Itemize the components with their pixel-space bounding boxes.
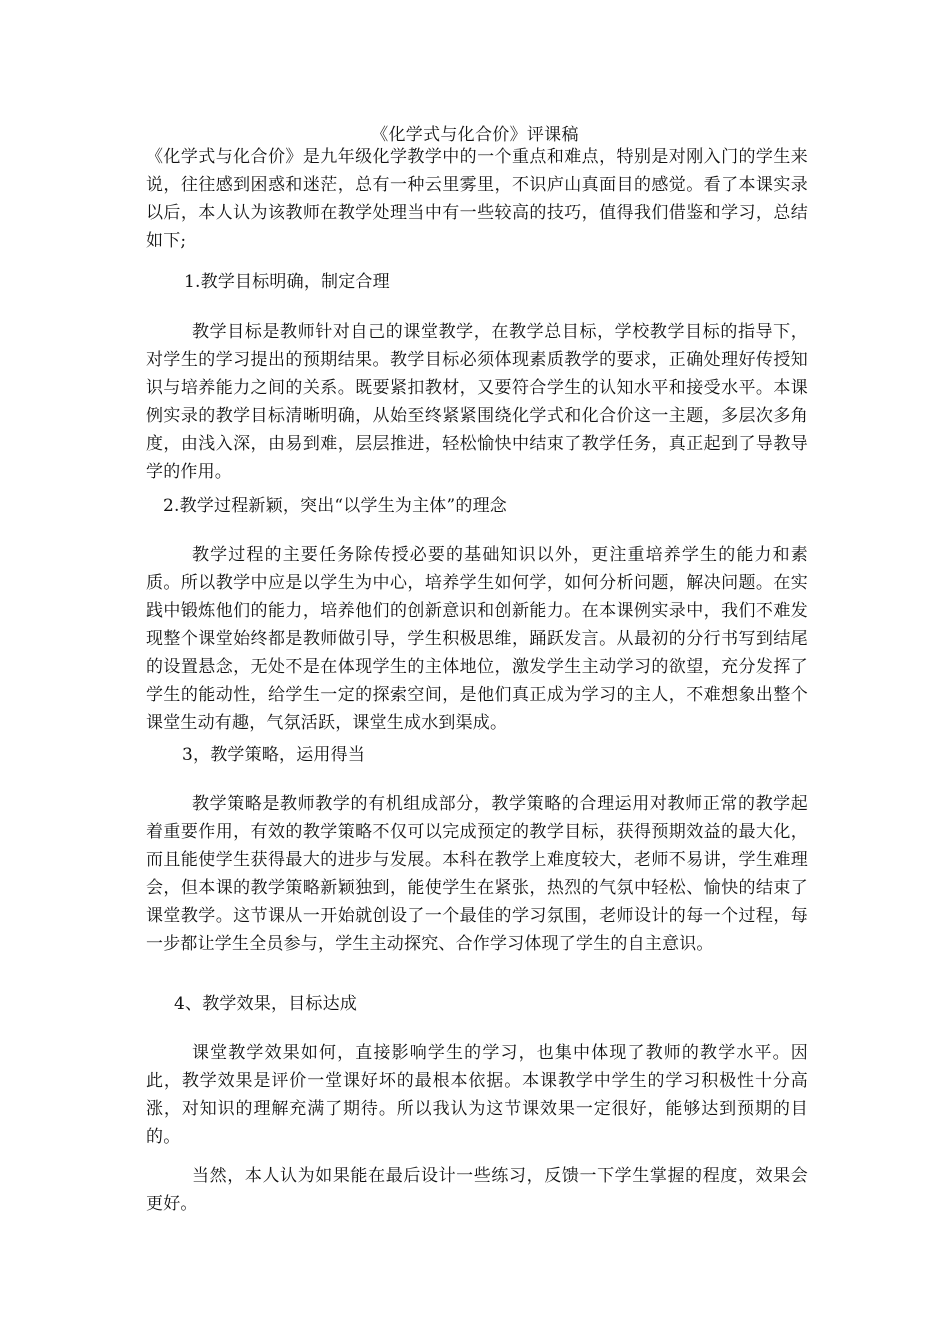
document-title: 《化学式与化合价》评课稿 [371, 125, 579, 145]
intro-paragraph: 《化学式与化合价》是九年级化学教学中的一个重点和难点，特别是对刚入门的学生来说，往往感到困惑和迷茫，总有一种云里雾里，不识庐山真面目的感觉。看了本课实录以后，本人认为该教师在教学处理当中有一些较高的技巧，值得我们借鉴和学习，总结如下; [146, 147, 808, 251]
section-1-body: 教学目标是教师针对自己的课堂教学，在教学总目标，学校教学目标的指导下，对学生的学习提出的预期结果。教学目标必须体现素质教学的要求，正确处理好传授知识与培养能力之间的关系。既要紧扣教材，又要符合学生的认知水平和接受水平。本课例实录的教学目标清晰明确，从始至终紧紧围绕化学式和化合价这一主题，多层次多角度，由浅入深，由易到难，层层推进，轻松愉快中结束了教学任务，真正起到了导教导学的作用。 [146, 322, 808, 482]
section-4-body: 课堂教学效果如何，直接影响学生的学习，也集中体现了教师的教学水平。因此，教学效果是评价一堂课好坏的最根本依据。本课教学中学生的学习积极性十分高涨，对知识的理解充满了期待。所以我认为这节课效果一定很好，能够达到预期的目的。 [146, 1043, 808, 1147]
section-2-body: 教学过程的主要任务除传授必要的基础知识以外，更注重培养学生的能力和素质。所以教学中应是以学生为中心，培养学生如何学，如何分析问题，解决问题。在实践中锻炼他们的能力，培养他们的创新意识和创新能力。在本课例实录中，我们不难发现整个课堂始终都是教师做引导，学生积极思维，踊跃发言。从最初的分行书写到结尾的设置悬念，无处不是在体现学生的主体地位，激发学生主动学习的欲望，充分发挥了学生的能动性，给学生一定的探索空间，是他们真正成为学习的主人，不难想象出整个课堂生动有趣，气氛活跃，课堂生成水到渠成。 [146, 545, 808, 733]
section-4-heading: 4、教学效果，目标达成 [174, 994, 358, 1014]
section-3-heading: 3，教学策略，运用得当 [182, 745, 366, 765]
conclusion-paragraph: 当然，本人认为如果能在最后设计一些练习，反馈一下学生掌握的程度，效果会更好。 [146, 1166, 808, 1214]
section-1-heading: 1.教学目标明确，制定合理 [184, 272, 390, 292]
section-3-body: 教学策略是教师教学的有机组成部分，教学策略的合理运用对教师正常的教学起着重要作用，有效的教学策略不仅可以完成预定的教学目标，获得预期效益的最大化，而且能使学生获得最大的进步与发展。本科在教学上难度较大，老师不易讲，学生难理会，但本课的教学策略新颖独到，能使学生在紧张，热烈的气氛中轻松、愉快的结束了课堂教学。这节课从一开始就创设了一个最佳的学习氛围，老师设计的每一个过程，每一步都让学生全员参与，学生主动探究、合作学习体现了学生的自主意识。 [146, 794, 808, 954]
section-2-heading: 2.教学过程新颖，突出“以学生为主体”的理念 [163, 496, 508, 516]
